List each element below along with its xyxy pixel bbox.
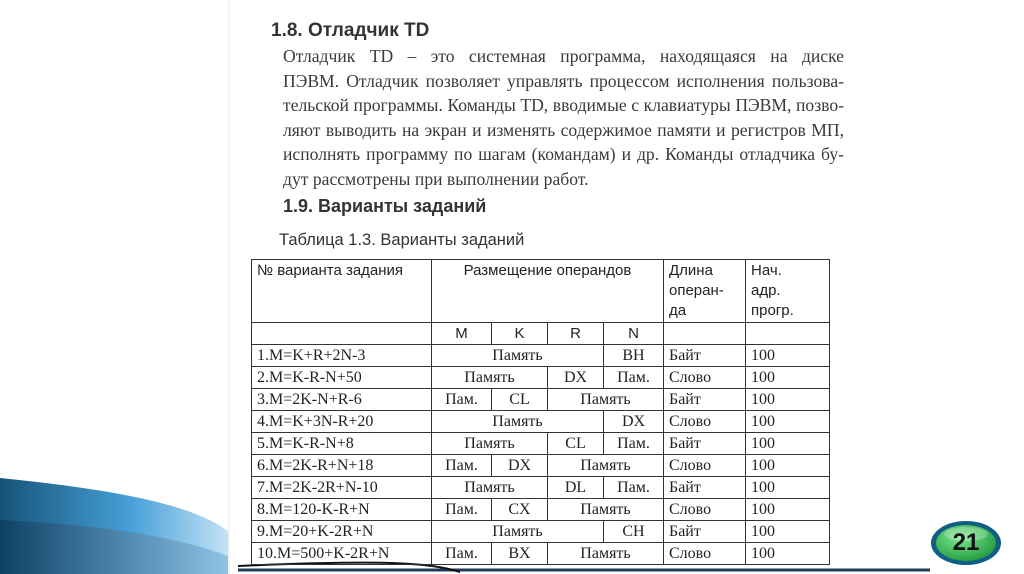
operand-cell: BH	[604, 345, 664, 367]
start-address: 100	[746, 345, 830, 367]
table-row	[252, 455, 830, 477]
table-row	[252, 411, 830, 433]
operand-cell: CL	[548, 433, 604, 455]
operand-length: Слово	[664, 543, 746, 565]
subheader-empty	[252, 323, 432, 345]
start-address: 100	[746, 521, 830, 543]
operand-length: Байт	[664, 521, 746, 543]
operand-cell: Пам.	[432, 389, 492, 411]
start-address: 100	[746, 477, 830, 499]
header-operand-placement: Размещение операндов	[432, 260, 664, 323]
table-row	[252, 521, 830, 543]
debugger-paragraph	[283, 44, 844, 191]
table-row	[252, 433, 830, 455]
operand-cell: Память	[432, 345, 604, 367]
start-address: 100	[746, 367, 830, 389]
header-length-line: да	[669, 302, 687, 319]
operand-cell: DX	[548, 367, 604, 389]
subheader-r: R	[548, 323, 604, 345]
operand-cell: Память	[548, 543, 664, 565]
operand-cell: BX	[492, 543, 548, 565]
table-caption: Таблица 1.3. Варианты заданий	[279, 231, 525, 249]
start-address: 100	[746, 543, 830, 565]
operand-cell: Память	[548, 499, 664, 521]
task-formula: 6.M=2K-R+N+18	[252, 455, 432, 477]
operand-cell: Пам.	[432, 499, 492, 521]
operand-cell: Память	[548, 389, 664, 411]
operand-cell: CL	[492, 389, 548, 411]
operand-cell: CH	[604, 521, 664, 543]
table-row	[252, 345, 830, 367]
operand-length: Слово	[664, 499, 746, 521]
table-row	[252, 477, 830, 499]
operand-length: Слово	[664, 455, 746, 477]
table-row	[252, 389, 830, 411]
header-length-line: Длина	[669, 262, 713, 279]
task-formula: 1.M=K+R+2N-3	[252, 345, 432, 367]
task-formula: 3.M=2K-N+R-6	[252, 389, 432, 411]
operand-length: Байт	[664, 389, 746, 411]
header-operand-length	[664, 260, 746, 323]
paragraph-line: дут рассмотрены при выполнении работ.	[283, 168, 589, 189]
operand-cell: Пам.	[604, 367, 664, 389]
paragraph-line: исполнять программу по шагам (командам) и др. Команды отладчика бу-	[283, 144, 844, 164]
task-formula: 9.M=20+K-2R+N	[252, 521, 432, 543]
operand-cell: Память	[432, 477, 548, 499]
paragraph-line: ПЭВМ. Отладчик позволяет управлять процессом исполнения пользова-	[283, 70, 844, 91]
operand-cell: Пам.	[432, 543, 492, 565]
task-formula: 7.M=2K-2R+N-10	[252, 477, 432, 499]
operand-cell: DL	[548, 477, 604, 499]
start-address: 100	[746, 411, 830, 433]
paragraph-line: Отладчик TD – это системная программа, находящаяся на диске	[283, 46, 844, 66]
paragraph-line: ляют выводить на экран и изменять содержимое памяти и регистров МП,	[283, 119, 844, 140]
operand-length: Байт	[664, 477, 746, 499]
start-address: 100	[746, 499, 830, 521]
header-variant: № варианта задания	[252, 260, 432, 323]
header-start-address	[746, 260, 830, 323]
header-address-line: адр.	[751, 282, 781, 299]
paragraph-line: тельской программы. Команды TD, вводимые с клавиатуры ПЭВМ, позво-	[283, 95, 844, 115]
header-length-line: операн-	[669, 282, 724, 299]
table-row	[252, 367, 830, 389]
subheader-empty	[746, 323, 830, 345]
operand-length: Байт	[664, 345, 746, 367]
start-address: 100	[746, 455, 830, 477]
task-formula: 8.M=120-K-R+N	[252, 499, 432, 521]
section-title-task-variants: 1.9. Варианты заданий	[283, 196, 487, 216]
subheader-empty	[664, 323, 746, 345]
operand-cell: DX	[492, 455, 548, 477]
operand-cell: Пам.	[604, 433, 664, 455]
subheader-m: M	[432, 323, 492, 345]
table-row	[252, 499, 830, 521]
subheader-k: K	[492, 323, 548, 345]
operand-cell: Память	[432, 433, 548, 455]
table-subheader-row	[252, 323, 830, 345]
operand-cell: Память	[432, 411, 604, 433]
operand-cell: Пам.	[604, 477, 664, 499]
task-formula: 2.M=K-R-N+50	[252, 367, 432, 389]
operand-cell: DX	[604, 411, 664, 433]
operand-cell: CX	[492, 499, 548, 521]
start-address: 100	[746, 433, 830, 455]
task-formula: 10.M=500+K-2R+N	[252, 543, 432, 565]
operand-cell: Память	[432, 367, 548, 389]
task-formula: 5.M=K-R-N+8	[252, 433, 432, 455]
task-formula: 4.M=K+3N-R+20	[252, 411, 432, 433]
section-title-debugger: 1.8. Отладчик TD	[271, 20, 430, 41]
subheader-n: N	[604, 323, 664, 345]
table-row	[252, 543, 830, 565]
operand-cell: Память	[432, 521, 604, 543]
table-header-row	[252, 260, 830, 323]
operand-cell: Пам.	[432, 455, 492, 477]
header-address-line: прогр.	[751, 302, 794, 319]
page-number: 21	[952, 529, 980, 556]
task-variants-table	[251, 259, 830, 565]
header-address-line: Нач.	[751, 262, 782, 279]
start-address: 100	[746, 389, 830, 411]
operand-length: Слово	[664, 411, 746, 433]
operand-length: Слово	[664, 367, 746, 389]
operand-cell: Память	[548, 455, 664, 477]
operand-length: Байт	[664, 433, 746, 455]
